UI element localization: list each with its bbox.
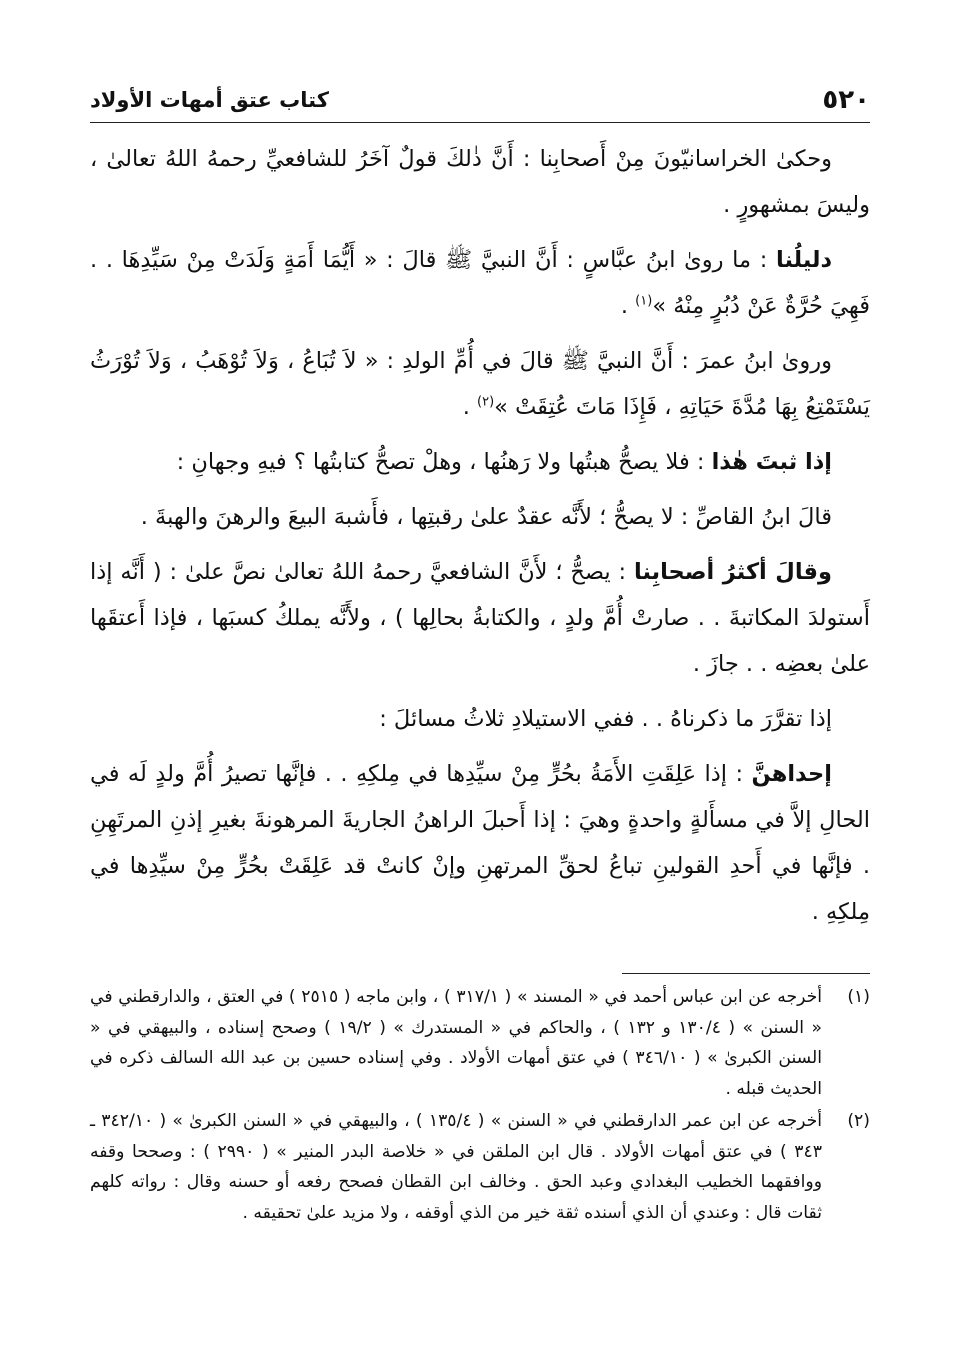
paragraph bbox=[90, 549, 870, 687]
paragraph bbox=[90, 136, 870, 228]
paragraph-text: وحكىٰ الخراسانيّونَ مِنْ أَصحابِنا : أَنَّ ذٰلكَ قولٌ آخَرُ للشافعيِّ رحمهُ اللهُ تعالىٰ ، وليسَ بمشهورٍ . bbox=[90, 146, 870, 218]
paragraph bbox=[90, 237, 870, 329]
paragraph-lead: إحداهنَّ bbox=[751, 761, 832, 787]
header-divider bbox=[90, 122, 870, 123]
paragraph-text: : يصحُّ ؛ لأَنَّ الشافعيَّ رحمهُ اللهُ تعالىٰ نصَّ علىٰ : ( أَنَّه إذا أَستولدَ المكاتبةَ . . صارتْ أُمَّ ولدٍ ، والكتابةُ بحالِها ) ، ولأَنَّه يملكُ كسبَها ، فإذا أَعتقَها علىٰ بعضِه . . جازَ . bbox=[90, 559, 870, 677]
paragraph bbox=[90, 439, 870, 485]
running-title: كتاب عتق أمهات الأولاد bbox=[90, 88, 329, 112]
paragraph-tail: . bbox=[462, 394, 478, 420]
paragraph-text: : ما روىٰ ابنُ عبَّاسٍ : أَنَّ النبيَّ ﷺ قالَ : « أَيُّمَا أَمَةٍ وَلَدَتْ مِنْ سَيِّدِهَا . . فَهِيَ حُرَّةٌ عَنْ دُبُرٍ مِنْهُ » bbox=[90, 247, 870, 319]
paragraph-text: : إذا عَلِقَتِ الأَمَةُ بحُرٍّ مِنْ سيِّدِها في مِلكِهِ . . فإنَّها تصيرُ أُمَّ ولدٍ لَه في الحالِ إلاَّ في مسأَلةٍ واحدةٍ وهيَ : إذا أَحبلَ الراهنُ الجاريةَ المرهونةَ بغيرِ إذنِ المرتَهِنِ . فإنَّها في أَحدِ القولينِ تباعُ لحقِّ المرتهنِ وإنْ كانتْ قد عَلِقَتْ بحُرٍّ مِنْ سيِّدِها في مِلكِهِ . bbox=[90, 761, 870, 925]
paragraph-text: وروىٰ ابنُ عمرَ : أَنَّ النبيَّ ﷺ قالَ في أُمِّ الولدِ : « لاَ تُبَاعُ ، وَلاَ تُوْهَبُ ، وَلاَ تُوْرَثُ يَسْتَمْتِعُ بِهَا مُدَّةَ حَيَاتِهِ ، فَإِذَا مَاتَ عُتِقَتْ » bbox=[90, 348, 870, 420]
footnote-text: أخرجه عن ابن عمر الدارقطني في « السنن » ( ١٣٥/٤ ) ، والبيهقي في « السنن الكبرىٰ » ( ٣٤٢/١٠ ـ ٣٤٣ ) في عتق أمهات الأولاد . قال ابن الملقن في « خلاصة البدر المنير » ( ٢٩٩٠ ) : وصححا وقفه ووافقهما الخطيب البغدادي وعبد الحق . وخالف ابن القطان فصحح رفعه أو حسنه وقال : رواته كلهم ثقات قال : وعندي أن الذي أسنده ثقة خير من الذي أوقفه ، ولا مزيد علىٰ تحقيقه . bbox=[90, 1111, 822, 1223]
paragraph-text: إذا تقرَّرَ ما ذكرناهُ . . ففي الاستيلادِ ثلاثُ مسائلَ : bbox=[379, 706, 832, 732]
page-number: ٥٢٠ bbox=[822, 85, 870, 115]
paragraph-lead: إذا ثبتَ هٰذا bbox=[711, 449, 832, 475]
paragraph bbox=[90, 338, 870, 430]
paragraph bbox=[90, 494, 870, 540]
paragraph bbox=[90, 751, 870, 935]
main-text bbox=[90, 136, 870, 944]
paragraph-lead: دليلُنا bbox=[776, 247, 832, 273]
footnote-reference[interactable]: (٢) bbox=[477, 394, 495, 410]
footnote-item bbox=[90, 982, 870, 1104]
footnote-text: أخرجه عن ابن عباس أحمد في « المسند » ( ٣١٧/١ ) ، وابن ماجه ( ٢٥١٥ ) في العتق ، والدارقطني في « السنن » ( ١٣٠/٤ و ١٣٢ ) ، والحاكم في « المستدرك » ( ١٩/٢ ) وصحح إسناده ، والبيهقي في « السنن الكبرىٰ » ( ٣٤٦/١٠ ) في عتق أمهات الأولاد . وفي إسناده حسين بن عبد الله السالف ذكره في الحديث قبله . bbox=[90, 987, 823, 1099]
footnotes bbox=[90, 982, 870, 1230]
paragraph bbox=[90, 696, 870, 742]
footnote-reference[interactable]: (١) bbox=[635, 293, 653, 309]
paragraph-tail: . bbox=[620, 293, 636, 319]
paragraph-lead: وقالَ أكثرُ أصحابِنا bbox=[634, 559, 832, 585]
footnote-number: (٢) bbox=[847, 1111, 870, 1131]
footnote-item bbox=[90, 1106, 870, 1228]
footnote-divider bbox=[622, 973, 870, 974]
page-header bbox=[90, 80, 870, 120]
paragraph-text: : فلا يصحُّ هبتُها ولا رَهنُها ، وهلْ تصحُّ كتابتُها ؟ فيهِ وجهانِ : bbox=[176, 449, 712, 475]
footnote-number: (١) bbox=[847, 987, 870, 1007]
paragraph-text: قالَ ابنُ القاصِّ : لا يصحُّ ؛ لأَنَّه عقدٌ علىٰ رقبتِها ، فأَشبهَ البيعَ والرهنَ والهبةَ . bbox=[140, 504, 832, 530]
